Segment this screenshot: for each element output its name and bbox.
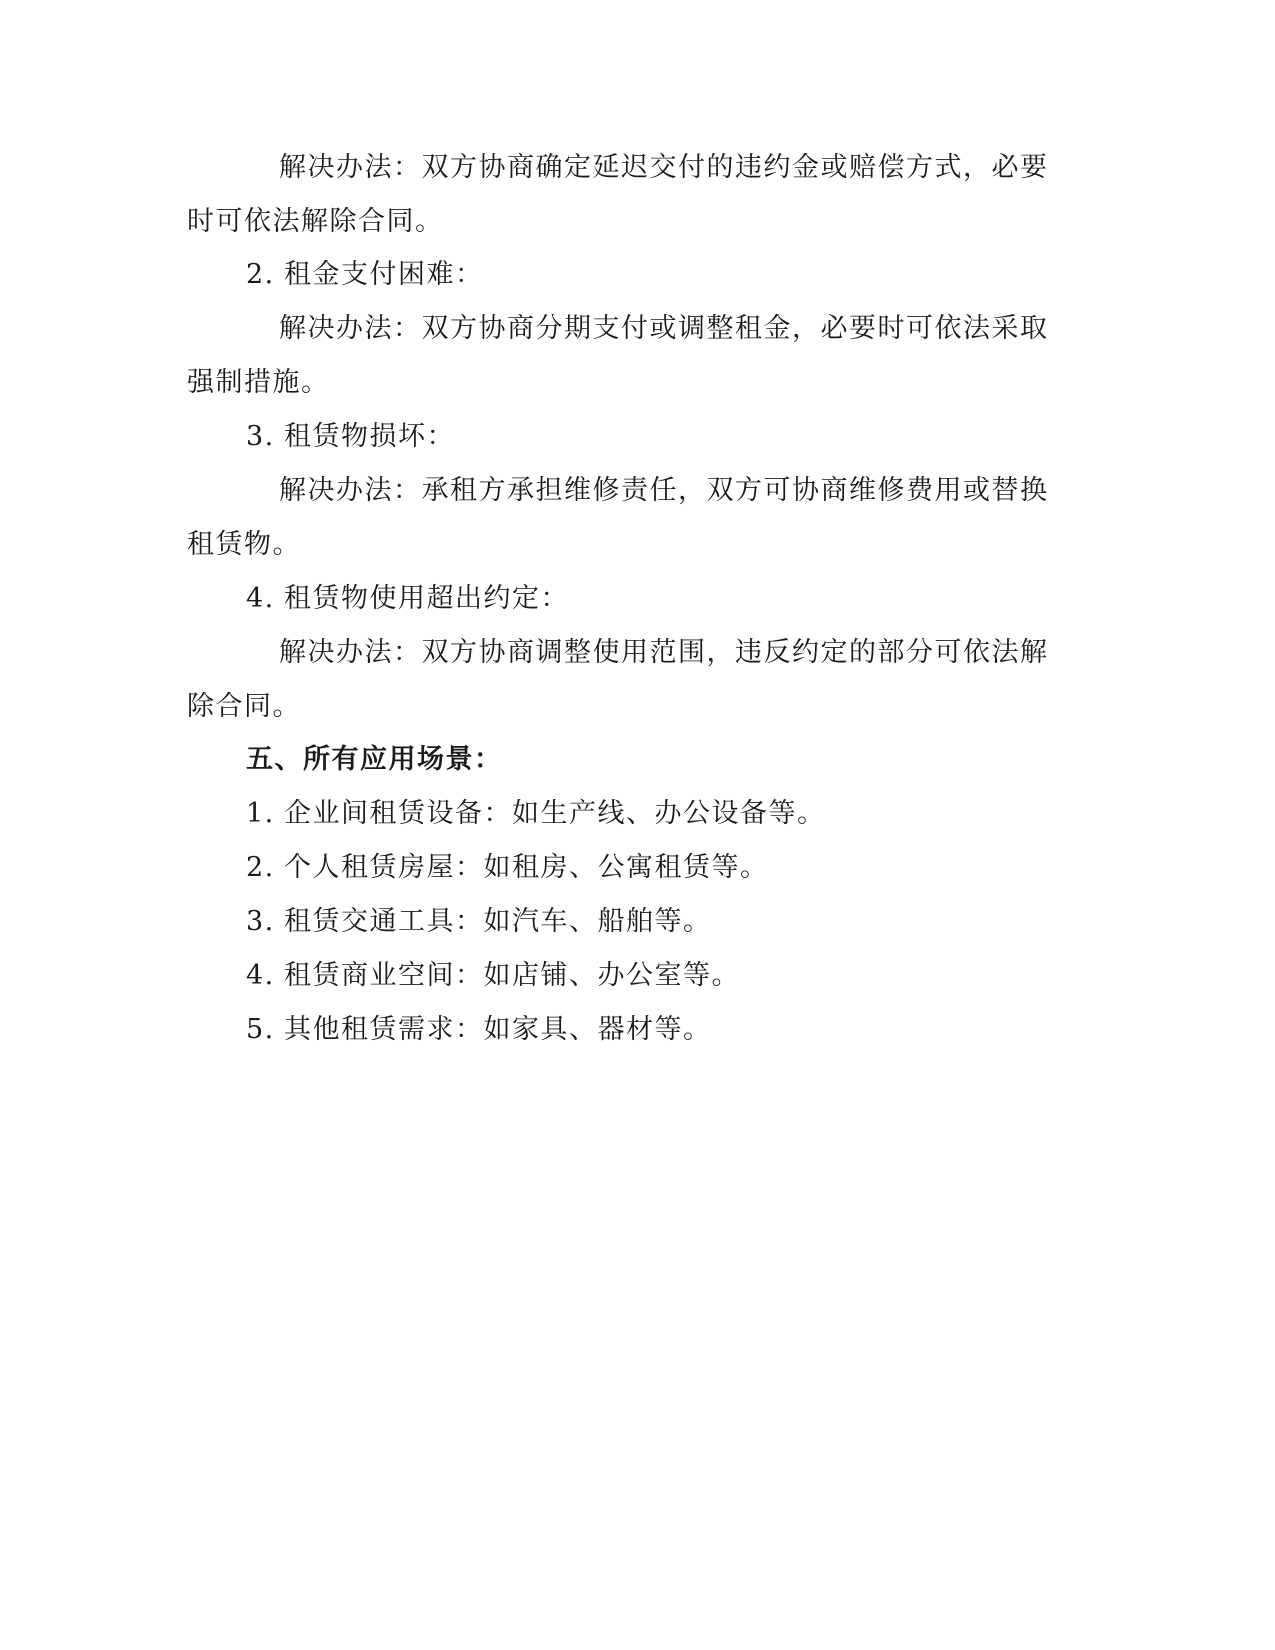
solution-paragraph-4-line-1: 解决办法：双方协商调整使用范围，违反约定的部分可依法解 — [279, 637, 1049, 668]
solution-paragraph-4-line-2: 除合同。 — [187, 691, 301, 722]
scenario-item-4: 租赁商业空间：如店铺、办公室等。 — [284, 960, 740, 991]
solution-paragraph-2-line-1: 解决办法：双方协商分期支付或调整租金，必要时可依法采取 — [279, 313, 1049, 344]
issue-title-3: 租赁物损坏： — [284, 421, 455, 452]
scenario-number-2: 2. — [246, 852, 275, 883]
scenario-number-5: 5. — [246, 1014, 275, 1045]
solution-paragraph-3-line-1: 解决办法：承租方承担维修责任，双方可协商维修费用或替换 — [279, 475, 1049, 506]
solution-paragraph-3-line-2: 租赁物。 — [187, 529, 301, 560]
scenario-number-3: 3. — [246, 906, 275, 937]
section-heading: 五、所有应用场景： — [246, 744, 503, 775]
scenario-item-1: 企业间租赁设备：如生产线、办公设备等。 — [284, 798, 826, 829]
issue-title-4: 租赁物使用超出约定： — [284, 583, 569, 614]
solution-paragraph-1-line-2: 时可依法解除合同。 — [187, 206, 444, 237]
scenario-item-3: 租赁交通工具：如汽车、船舶等。 — [284, 906, 712, 937]
issue-number-3: 3. — [246, 421, 275, 452]
scenario-number-4: 4. — [246, 960, 275, 991]
scenario-item-2: 个人租赁房屋：如租房、公寓租赁等。 — [284, 852, 769, 883]
issue-number-4: 4. — [246, 583, 275, 614]
scenario-item-5: 其他租赁需求：如家具、器材等。 — [284, 1014, 712, 1045]
issue-number-2: 2. — [246, 259, 275, 290]
solution-paragraph-2-line-2: 强制措施。 — [187, 367, 330, 398]
scenario-number-1: 1. — [246, 798, 275, 829]
solution-paragraph-1-line-1: 解决办法：双方协商确定延迟交付的违约金或赔偿方式，必要 — [279, 152, 1049, 183]
issue-title-2: 租金支付困难： — [284, 259, 484, 290]
